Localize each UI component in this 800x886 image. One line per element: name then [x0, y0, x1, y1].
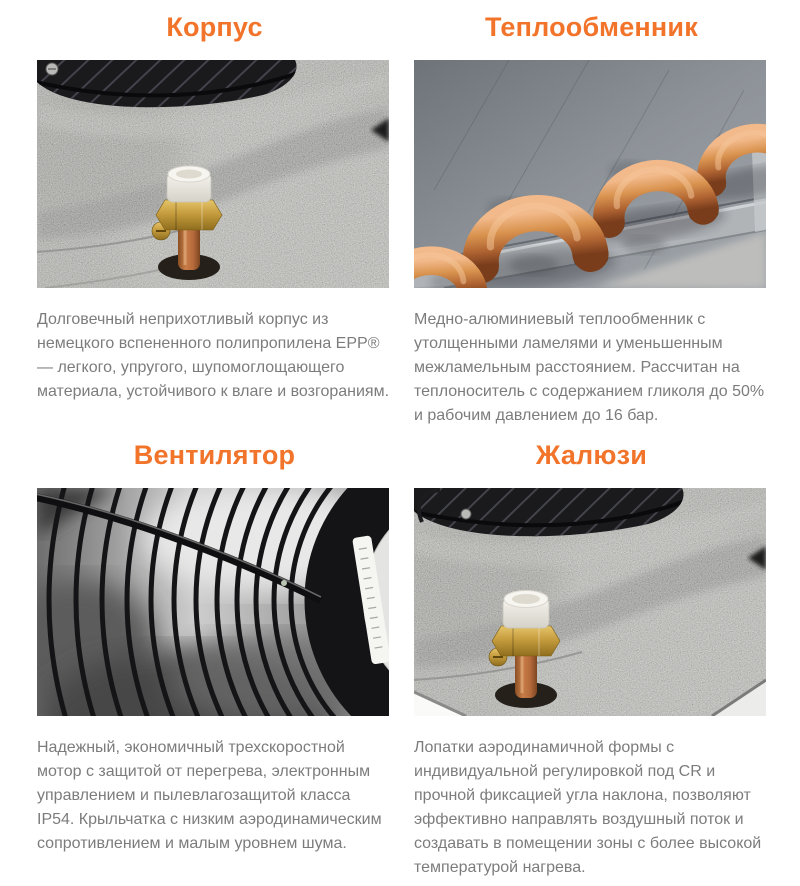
section-title: Жалюзи: [535, 440, 648, 470]
section-title: Теплообменник: [485, 12, 698, 42]
louvers-illustration: [414, 488, 766, 716]
feature-section-housing: [37, 0, 392, 428]
section-description: Надежный, экономичный трехскоростной мотор с защитой от перегрева, электронным управлением и пылевлагозащитой класса IP54. Крыльчатка с низким аэродинамическим сопротивлением и малым уровнем шума.: [37, 739, 382, 852]
feature-section-louvers: [414, 428, 769, 880]
heat-exchanger-photo: [414, 60, 766, 288]
feature-section-heat-exchanger: [414, 0, 769, 428]
feature-section-fan: [37, 428, 392, 880]
housing-illustration: [37, 60, 389, 288]
housing-photo: [37, 60, 389, 288]
louvers-photo: [414, 488, 766, 716]
section-description: Долговечный неприхотливый корпус из немецкого вспененного полипропилена EPP® — легкого, упругого, шупомоглощающего материала, устойчивого к влаге и возгораниям.: [37, 311, 390, 400]
section-title: Корпус: [166, 12, 263, 42]
section-description: Лопатки аэродинамичной формы с индивидуальной регулировкой под CR и прочной фиксацией угла наклона, позволяют эффективно направлять воздушный поток и создавать в помещении зоны с более высокой температурой нагрева.: [414, 739, 762, 876]
fan-photo: [37, 488, 389, 716]
fan-illustration: [37, 488, 389, 716]
section-description: Медно-алюминиевый теплообменник с утолщенными ламелями и уменьшенным межламельным расстоянием. Рассчитан на теплоноситель с содержанием гликоля до 50% и рабочим давлением до 16 бар.: [414, 311, 765, 424]
section-title: Вентилятор: [133, 440, 296, 470]
heat-exchanger-illustration: [414, 60, 766, 288]
